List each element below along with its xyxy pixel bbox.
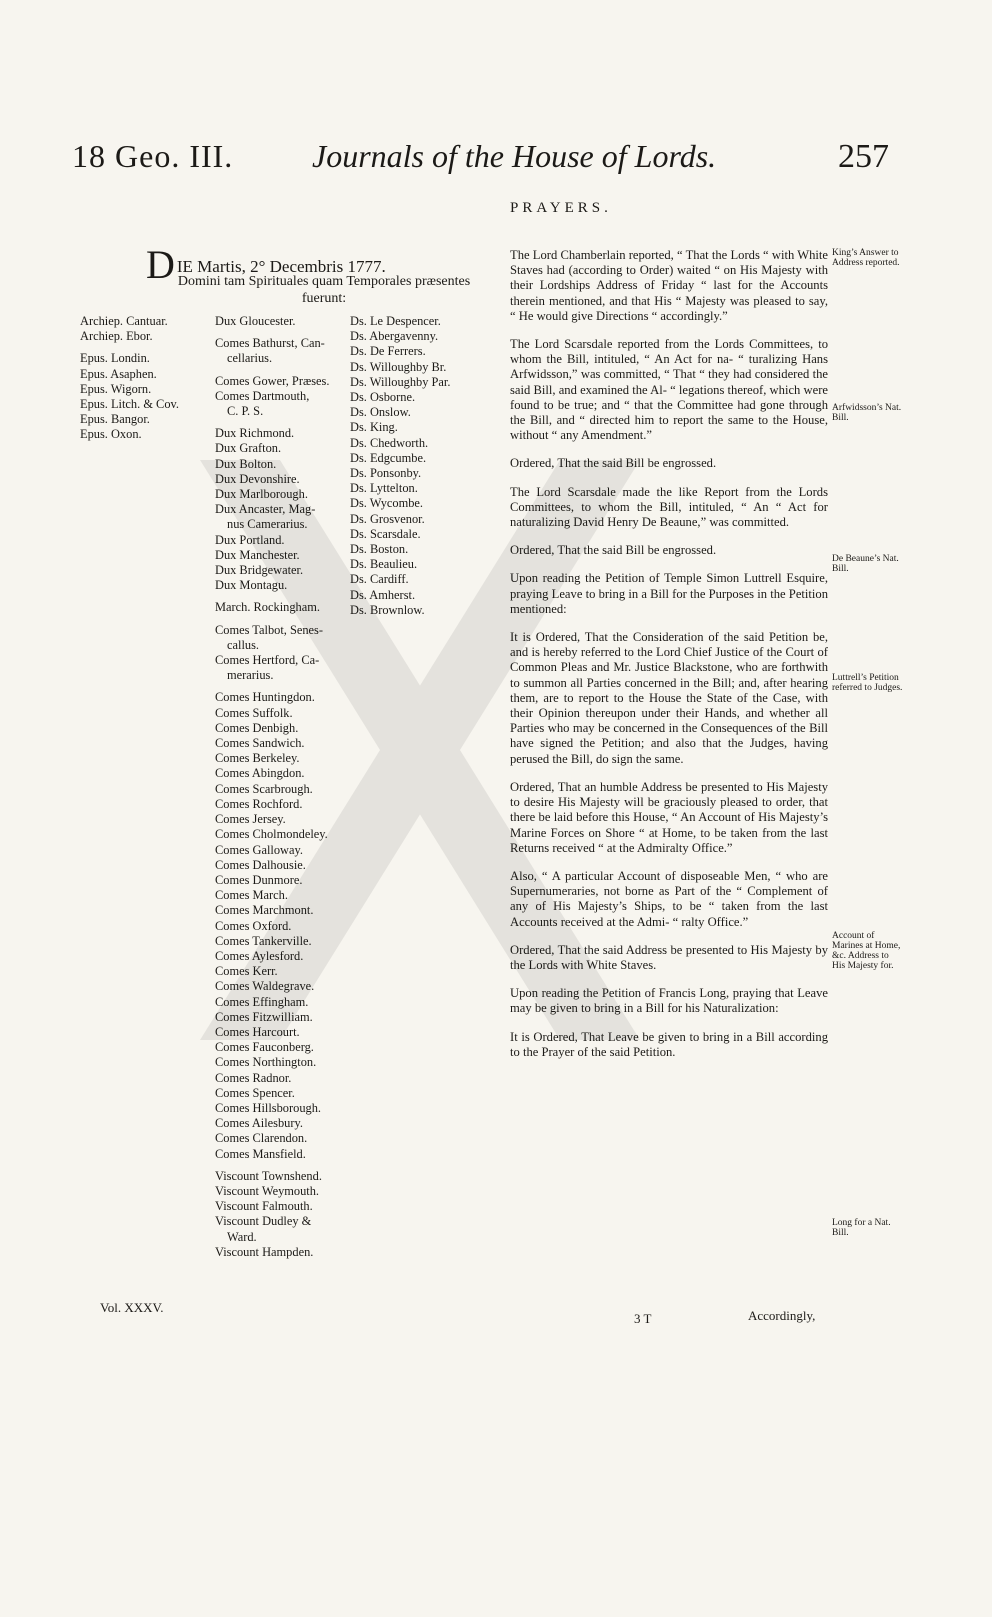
order-paragraph: Ordered, That the said Bill be engrossed. <box>510 543 717 558</box>
peers-column <box>215 314 350 1260</box>
attendee-name: Dux Devonshire. <box>215 471 300 486</box>
attendee-name: Viscount Townshend. <box>215 1168 322 1183</box>
attendee-name: nus Camerarius. <box>227 517 308 532</box>
attendee-name: Dux Marlborough. <box>215 487 308 502</box>
attendee-name: Epus. Londin. <box>80 351 150 366</box>
attendee-name: Archiep. Ebor. <box>80 329 153 344</box>
attendee-name: Viscount Hampden. <box>215 1244 314 1259</box>
barons-column <box>350 314 470 618</box>
attendee-name: Comes Hillsborough. <box>215 1100 322 1115</box>
spacer <box>215 367 350 374</box>
attendee-name: Comes Ailesbury. <box>215 1116 303 1131</box>
attendee-name: Ds. King. <box>350 420 398 435</box>
attendee-name: Comes March. <box>215 888 288 903</box>
attendee-name: Comes Talbot, Senes- <box>215 622 323 637</box>
attendee-name: March. Rockingham. <box>215 600 320 615</box>
attendee-name: Comes Rochford. <box>215 796 303 811</box>
attendee-name: Ds. Onslow. <box>350 405 411 420</box>
attendee-name: Comes Dunmore. <box>215 872 303 887</box>
attendee-name: Comes Dalhousie. <box>215 857 306 872</box>
attendee-name: Comes Mansfield. <box>215 1146 306 1161</box>
attendee-name: Dux Grafton. <box>215 441 282 456</box>
date-text: IE Martis, 2° Decembris 1777. <box>176 257 386 276</box>
attendee-name: Epus. Wigorn. <box>80 381 152 396</box>
attendee-name: Comes Spencer. <box>215 1085 295 1100</box>
spacer <box>215 1162 350 1169</box>
spacer <box>215 419 350 426</box>
minute-paragraph: Upon reading the Petition of Temple Simon Luttrell Esquire, praying Leave to bring in a Bill for the Purposes in the Petition mentioned: <box>510 571 828 616</box>
attendee-name: Comes Sandwich. <box>215 736 305 751</box>
margin-note: King’s Answer to Address reported. <box>832 248 900 268</box>
attendee-name: Dux Ancaster, Mag- <box>215 502 316 517</box>
attendee-name: Viscount Weymouth. <box>215 1183 320 1198</box>
attendee-name: Dux Gloucester. <box>215 314 296 328</box>
minute-paragraph: The Lord Scarsdale reported from the Lords Committees, to whom the Bill, intituled, “ An Act for na- “ turalizing Hans Arfwidsson,” was committed, “ That “ they had considered the said Bill, and examined the Al- “ legations thereof, which were found to be true; and “ that the Committee had gone through the Bill, and “ directed him to report the same to the House, without “ any Amendment.” <box>510 337 828 443</box>
minute-paragraph: Upon reading the Petition of Francis Long, praying that Leave may be given to bring in a Bill for his Naturalization: <box>510 986 828 1016</box>
attendee-name: Dux Montagu. <box>215 578 288 593</box>
attendee-name: Comes Suffolk. <box>215 705 293 720</box>
attendee-name: Archiep. Cantuar. <box>80 314 168 328</box>
attendee-name: Comes Aylesford. <box>215 948 304 963</box>
attendee-name: Ds. Ponsonby. <box>350 466 422 481</box>
attendee-name: Comes Abingdon. <box>215 766 305 781</box>
attendee-name: Comes Hertford, Ca- <box>215 653 320 668</box>
margin-note: De Beaune’s Nat. Bill. <box>832 554 899 574</box>
spacer <box>80 344 208 351</box>
minute-paragraph: The Lord Scarsdale made the like Report from the Lords Committees, to whom the Bill, intituled, “ An “ Act for naturalizing David Henry De Beaune,” was committed. <box>510 484 828 530</box>
order-paragraph: Ordered, That the said Bill be engrossed. <box>510 456 717 471</box>
order-paragraph: Ordered, That the said Address be presented to His Majesty by the Lords with White Staves. <box>510 942 828 972</box>
attendee-name: cellarius. <box>227 351 273 366</box>
attendee-name: Epus. Oxon. <box>80 427 142 442</box>
attendee-name: Viscount Dudley & <box>215 1214 312 1229</box>
attendee-name: Comes Cholmondeley. <box>215 827 328 842</box>
minute-paragraph: It is Ordered, That Leave be given to bring in a Bill according to the Prayer of the said Petition. <box>510 1029 828 1059</box>
attendee-name: Comes Fauconberg. <box>215 1040 314 1055</box>
attendee-name: Epus. Asaphen. <box>80 366 157 381</box>
attendee-name: Comes Northington. <box>215 1055 317 1070</box>
attendee-name: Ds. Willoughby Br. <box>350 359 447 374</box>
page-number: 257 <box>838 138 889 175</box>
minute-paragraph: The Lord Chamberlain reported, “ That the Lords “ with White Staves had (according to Order) waited “ on His Majesty with their Lordships Address of Friday “ last for the Accounts therein mentioned, and that His “ Majesty was pleased to say, “ He would give Directions “ accordingly.” <box>510 248 828 323</box>
attendee-name: Ds. De Ferrers. <box>350 344 426 359</box>
attendee-name: Dux Bridgewater. <box>215 563 304 578</box>
attendee-name: Ds. Scarsdale. <box>350 526 421 541</box>
attendee-name: Comes Marchmont. <box>215 903 314 918</box>
attendee-name: Ds. Wycombe. <box>350 496 424 511</box>
spacer <box>215 329 350 336</box>
attendee-name: Comes Oxford. <box>215 918 292 933</box>
attendee-name: Comes Gower, Præses. <box>215 373 330 388</box>
margin-note: Arfwidsson’s Nat. Bill. <box>832 403 902 423</box>
attendee-name: Ds. Cardiff. <box>350 572 409 587</box>
attendee-name: Comes Galloway. <box>215 842 303 857</box>
attendee-name: Comes Huntingdon. <box>215 690 315 705</box>
margin-note: Luttrell’s Petition referred to Judges. <box>832 673 903 693</box>
attendee-name: C. P. S. <box>227 404 264 419</box>
attendee-name: Ds. Brownlow. <box>350 602 425 617</box>
prayers-heading: PRAYERS. <box>510 200 612 216</box>
attendee-name: Ds. Boston. <box>350 542 409 557</box>
drop-cap: D <box>146 242 175 287</box>
minutes-body <box>510 248 828 1073</box>
attendee-name: Ds. Lyttelton. <box>350 481 418 496</box>
attendee-name: Epus. Bangor. <box>80 412 150 427</box>
attendee-name: Epus. Litch. & Cov. <box>80 397 180 412</box>
spacer <box>215 616 350 623</box>
order-paragraph: Ordered, That an humble Address be presented to His Majesty to desire His Majesty will be graciously pleased to order, that there be laid before this House, “ An Account of His Majesty’s Marine Forces on Shore “ at Home, to be taken from the last Returns received “ at the Admiralty Office.” <box>510 779 828 855</box>
attendee-name: merarius. <box>227 668 274 683</box>
spacer <box>215 683 350 690</box>
attendee-name: Dux Richmond. <box>215 426 295 441</box>
running-head-title: Journals of the House of Lords. <box>312 138 717 174</box>
attendee-name: Comes Bathurst, Can- <box>215 336 325 351</box>
attendee-name: Dux Bolton. <box>215 456 277 471</box>
attendee-name: Ds. Grosvenor. <box>350 511 425 526</box>
spacer <box>215 593 350 600</box>
attendee-name: Comes Fitzwilliam. <box>215 1009 313 1024</box>
attendee-name: Ds. Willoughby Par. <box>350 374 451 389</box>
attendee-name: Comes Waldegrave. <box>215 979 315 994</box>
minute-paragraph: Also, “ A particular Account of disposeable Men, “ who are Supernumeraries, not borne as Part of the “ Complement of any of His Majesty’s Ships, to be “ taken from the last Accounts received at the Admi- “ ralty Office.” <box>510 868 828 929</box>
signature-mark: 3 T <box>634 1311 652 1326</box>
attendee-name: Viscount Falmouth. <box>215 1199 313 1214</box>
attendee-name: Comes Dartmouth, <box>215 388 310 403</box>
attendee-name: Comes Kerr. <box>215 964 278 979</box>
attendee-name: Comes Jersey. <box>215 812 286 827</box>
attendee-name: Ds. Edgcumbe. <box>350 450 427 465</box>
attendee-name: Comes Harcourt. <box>215 1024 300 1039</box>
bishops-column <box>80 314 208 443</box>
attendee-name: Ds. Osborne. <box>350 390 416 405</box>
attendee-name: Comes Berkeley. <box>215 751 300 766</box>
attendee-name: callus. <box>227 637 259 652</box>
attendee-name: Ds. Le Despencer. <box>350 314 441 328</box>
attendee-name: Ds. Beaulieu. <box>350 557 418 572</box>
attendee-name: Ds. Abergavenny. <box>350 329 439 344</box>
attendee-name: Comes Effingham. <box>215 994 309 1009</box>
attendee-name: Ds. Chedworth. <box>350 435 429 450</box>
attendee-name: Comes Scarbrough. <box>215 781 313 796</box>
margin-note: Long for a Nat. Bill. <box>832 1218 891 1238</box>
attendee-name: Comes Denbigh. <box>215 720 299 735</box>
lords-present-heading: Domini tam Spirituales quam Temporales præsentes fuerunt: <box>177 274 471 306</box>
attendee-name: Ds. Amherst. <box>350 587 416 602</box>
attendee-name: Dux Portland. <box>215 532 285 547</box>
catchword: Accordingly, <box>748 1308 816 1323</box>
attendee-name: Comes Tankerville. <box>215 933 312 948</box>
running-head-regnal-year: 18 Geo. III. <box>72 138 234 174</box>
minute-paragraph: It is Ordered, That the Consideration of the said Petition be, and is hereby referred to the Lord Chief Justice of the Court of Common Pleas and Mr. Justice Blackstone, who are forthwith to summon all Parties concerned in the Bill; and, after hearing them, are to report to the House the State of the Case, with their Opinion thereupon under their Hands, and whether all Parties who may be concerned in the Consequences of the Bill have signed the Petition; and also that the Judges, having perused the Bill, do sign the same. <box>510 630 828 766</box>
attendee-name: Comes Clarendon. <box>215 1131 308 1146</box>
attendee-name: Ward. <box>227 1229 257 1244</box>
attendee-name: Comes Radnor. <box>215 1070 292 1085</box>
attendee-name: Dux Manchester. <box>215 547 300 562</box>
margin-note: Account of Marines at Home, &c. Address to His Majesty for. <box>832 931 901 971</box>
volume-number: Vol. XXXV. <box>100 1300 164 1315</box>
